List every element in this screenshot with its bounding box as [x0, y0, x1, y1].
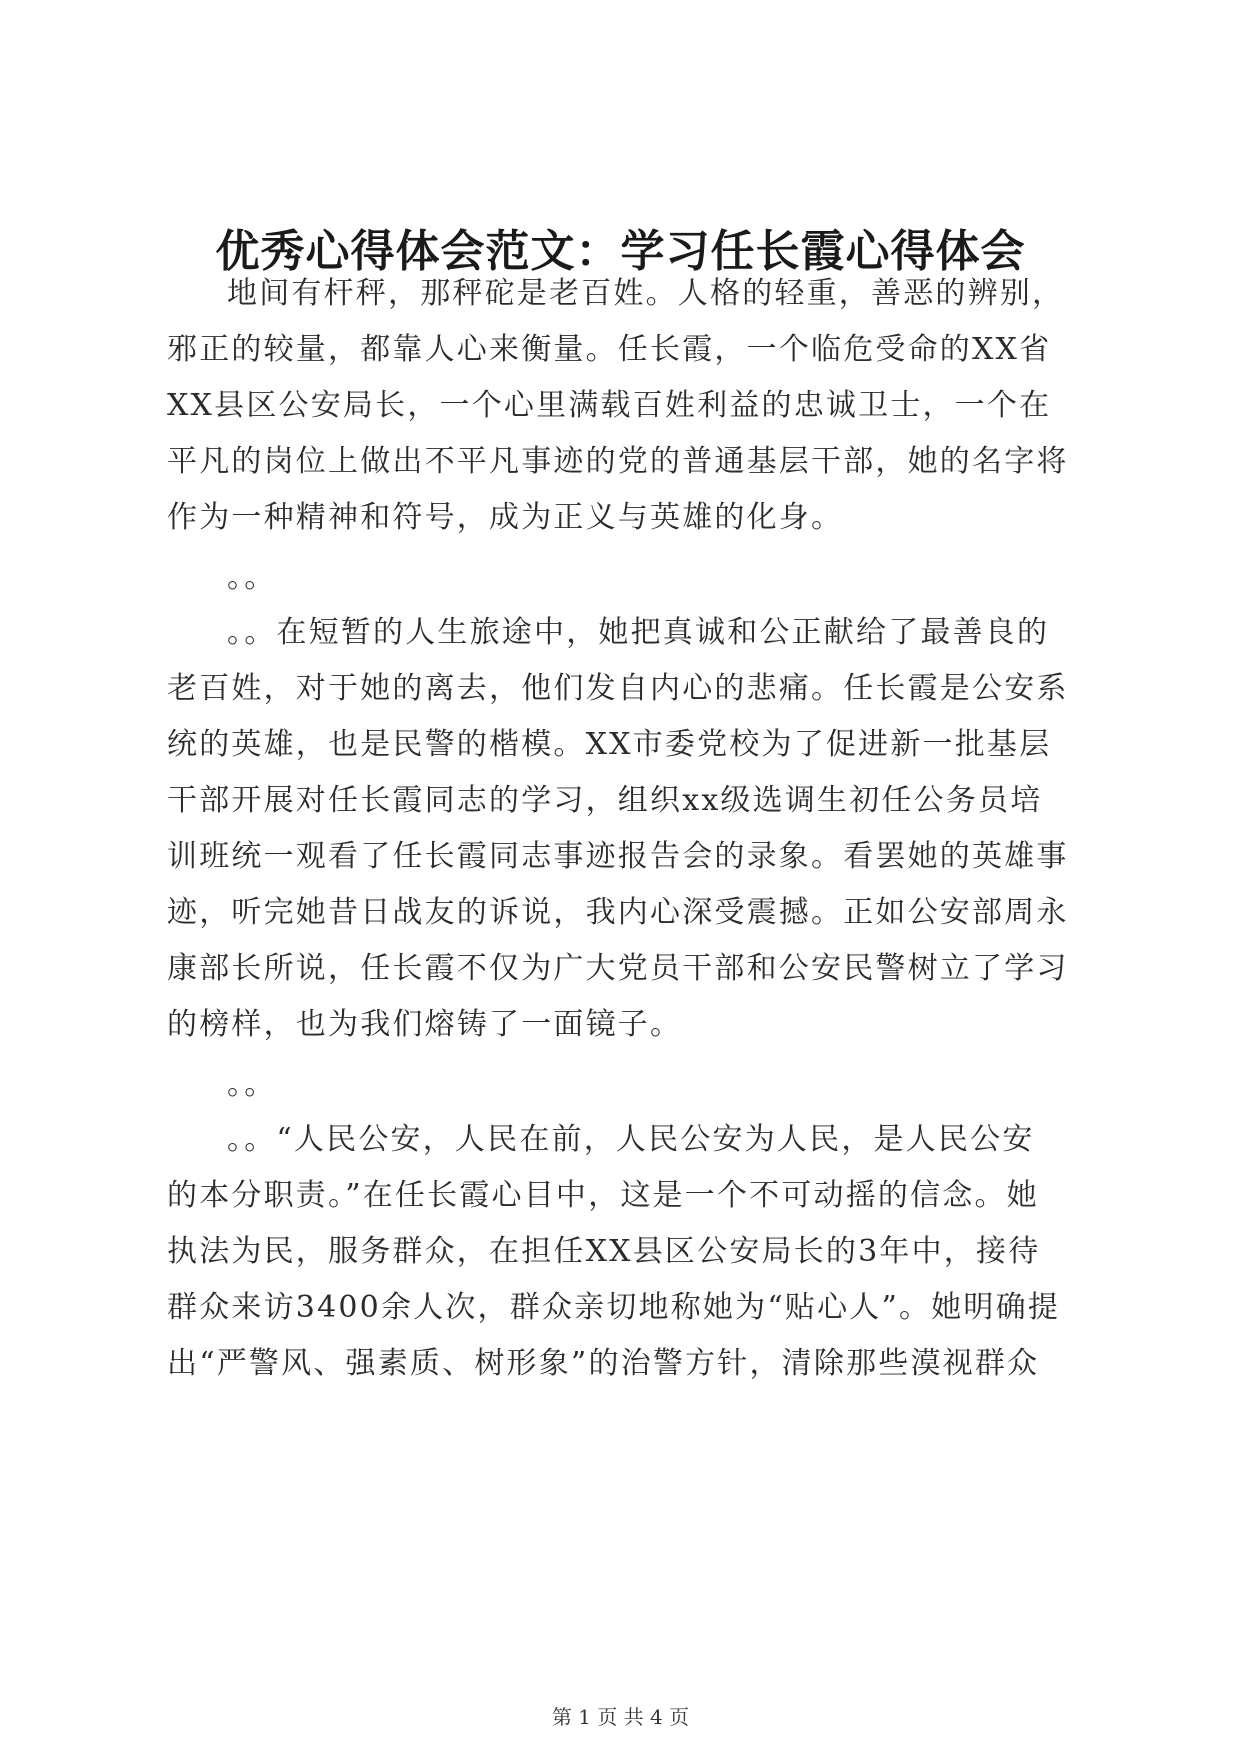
paragraph-line: XX县区公安局长，一个心里满载百姓利益的忠诚卫士，一个在	[167, 388, 1052, 423]
paragraph-line: 。。在短暂的人生旅途中，她把真诚和公正献给了最善良的	[227, 615, 1050, 650]
paragraph-line: 地间有杆秤，那秤砣是老百姓。人格的轻重，善恶的辨别，	[227, 276, 1065, 311]
paragraph-line: 统的英雄，也是民警的楷模。XX市委党校为了促进新一批基层	[167, 727, 1052, 762]
paragraph-line: 群众来访3400余人次，群众亲切地称她为“贴心人”。她明确提	[167, 1290, 1061, 1325]
paragraph-line: 执法为民，服务群众，在担任XX县区公安局长的3年中，接待	[167, 1234, 1041, 1269]
document-title: 优秀心得体会范文：学习任长霞心得体会	[215, 226, 1026, 277]
paragraph-line: 的本分职责。”在任长霞心目中，这是一个不可动摇的信念。她	[167, 1178, 1039, 1213]
paragraph-line: 康部长所说，任长霞不仅为广大党员干部和公安民警树立了学习	[167, 951, 1069, 986]
paragraph-line: 邪正的较量，都靠人心来衡量。任长霞，一个临危受命的XX省	[167, 332, 1052, 367]
separator-line: 。。	[227, 1067, 277, 1102]
paragraph-line: 出“严警风、强素质、树形象”的治警方针，清除那些漠视群众	[167, 1346, 1040, 1381]
page-footer: 第 1 页 共 4 页	[551, 1705, 690, 1729]
paragraph-line: 迹，听完她昔日战友的诉说，我内心深受震撼。正如公安部周永	[167, 895, 1069, 930]
paragraph-line: 干部开展对任长霞同志的学习，组织xx级选调生初任公务员培	[167, 783, 1043, 818]
separator-line: 。。	[227, 560, 277, 595]
paragraph-line: 训班统一观看了任长霞同志事迹报告会的录象。看罢她的英雄事	[167, 839, 1069, 874]
paragraph-line: 作为一种精神和符号，成为正义与英雄的化身。	[167, 500, 844, 535]
paragraph-line: 平凡的岗位上做出不平凡事迹的党的普通基层干部，她的名字将	[167, 444, 1069, 479]
paragraph-line: 老百姓，对于她的离去，他们发自内心的悲痛。任长霞是公安系	[167, 671, 1069, 706]
paragraph-line: 。。“人民公安，人民在前，人民公安为人民，是人民公安	[227, 1122, 1035, 1157]
paragraph-line: 的榜样，也为我们熔铸了一面镜子。	[167, 1007, 683, 1042]
